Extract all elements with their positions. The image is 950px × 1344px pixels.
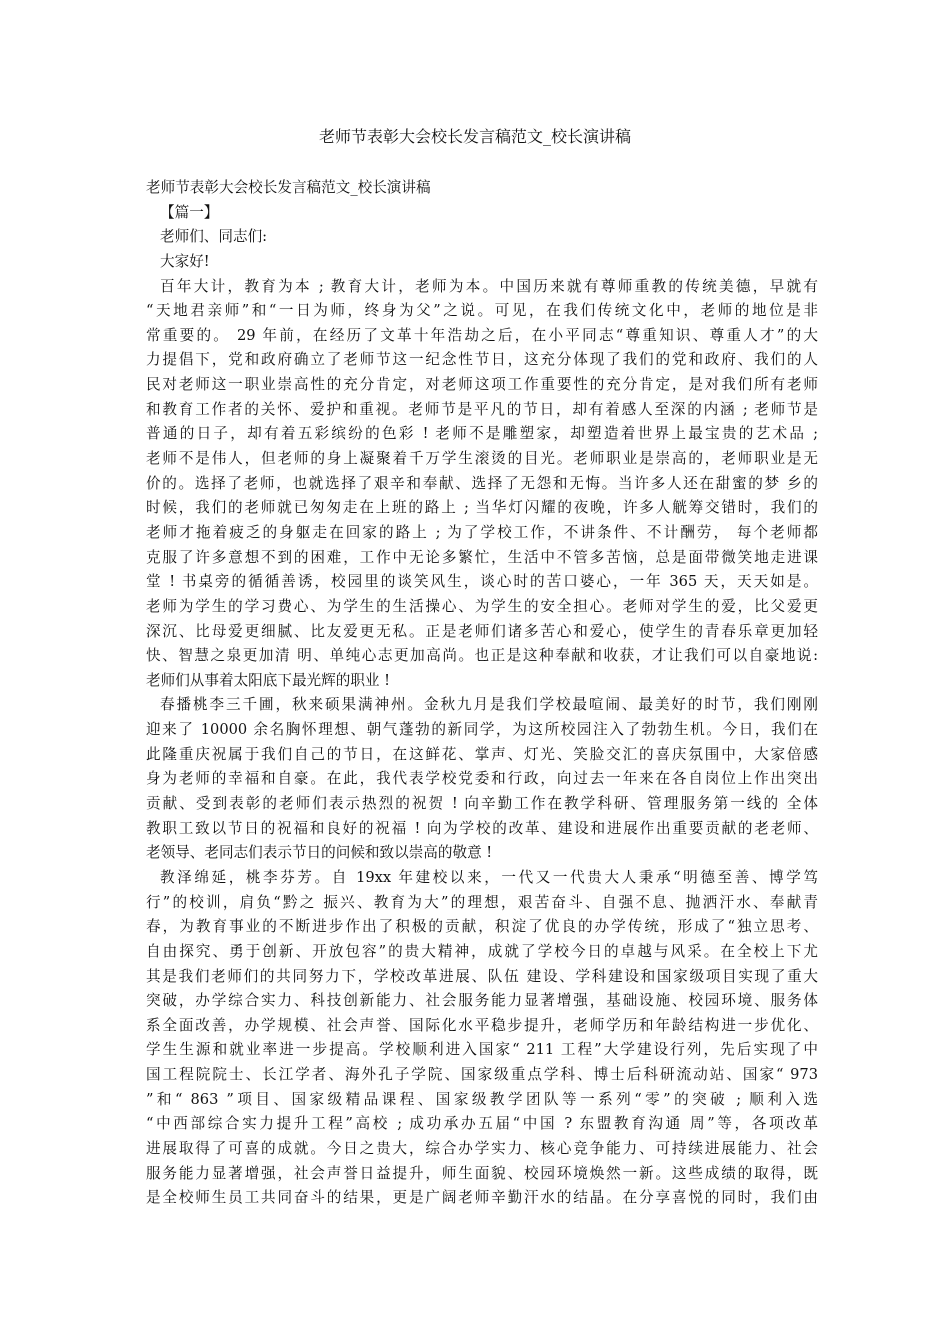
body-line: 【篇一】	[160, 203, 219, 221]
body-line: 深沉、比母爱更细腻、比友爱更无私。正是老师们诸多苦心和爱心，使学生的青春乐章更加轻	[146, 622, 818, 640]
body-line: “天地君亲师”和“一日为师，终身为父”之说。可见，在我们传统文化中，老师的地位是非	[146, 302, 818, 320]
body-line: 是全校师生员工共同奋斗的结果，更是广阔老师辛勤汗水的结晶。在分享喜悦的同时，我们由	[146, 1189, 818, 1207]
body-line: 行”的校训，肩负“黔之 振兴、教育为大”的理想，艰苦奋斗、自强不息、抛洒汗水、奉献青	[146, 893, 818, 911]
body-line: 教职工致以节日的祝福和良好的祝福 ! 向为学校的改革、建设和进展作出重要贡献的老老师、	[146, 819, 818, 837]
body-line: ”和“ 863 ”项目、国家级精品课程、国家级教学团队等一系列“零”的突破 ; 顺利入选	[146, 1090, 818, 1108]
body-line: 普通的日子，却有着五彩缤纷的色彩 ! 老师不是雕塑家，却塑造着世界上最宝贵的艺术品 ;	[146, 425, 818, 443]
body-line: 力提倡下，党和政府确立了老师节这一纪念性节日，这充分体现了我们的党和政府、我们的人	[146, 351, 818, 369]
body-line: 自由探究、勇于创新、开放包容”的贵大精神，成就了学校今日的卓越与风采。在全校上下尤	[146, 942, 818, 960]
document-title: 老师节表彰大会校长发言稿范文_校长演讲稿	[318, 127, 631, 146]
body-line: 学生生源和就业率进一步提高。学校顺利进入国家“ 211 工程”大学建设行列，先后实现了中	[146, 1041, 818, 1059]
body-line: 克服了许多意想不到的困难，工作中无论多繁忙，生活中不管多苦恼，总是面带微笑地走进课	[146, 548, 818, 566]
body-line: 系全面改善，办学规模、社会声誉、国际化水平稳步提升，老师学历和年龄结构进一步优化、	[146, 1016, 818, 1034]
body-line: 时候，我们的老师就已匆匆走在上班的路上 ; 当华灯闪耀的夜晚，许多人觥筹交错时，我们的	[146, 499, 818, 517]
body-line: 老师不是伟人，但老师的身上凝聚着千万学生滚烫的目光。老师职业是崇高的，老师职业是无	[146, 450, 818, 468]
body-line: 春，为教育事业的不断进步作出了积极的贡献，积淀了优良的办学传统，形成了“独立思考、	[146, 918, 818, 936]
body-line: “中西部综合实力提升工程”高校 ; 成功承办五届“中国 ? 东盟教育沟通 周”等，各项改革	[146, 1115, 818, 1133]
body-line: 老师为学生的学习费心、为学生的生活操心、为学生的安全担心。老师对学生的爱，比父爱更	[146, 597, 818, 615]
body-line: 堂 ! 书桌旁的循循善诱，校园里的谈笑风生，谈心时的苦口婆心，一年 365 天，天天如是。	[146, 573, 818, 591]
body-line: 其是我们老师们的共同努力下，学校改革进展、队伍 建设、学科建设和国家级项目实现了重大	[146, 967, 818, 985]
body-line: 老师们、同志们:	[160, 228, 268, 246]
body-line: 教泽绵延，桃李芬芳。自 19xx 年建校以来，一代又一代贵大人秉承“明德至善、博学笃	[160, 868, 818, 886]
body-line: 价的。选择了老师，也就选择了艰辛和奉献、选择了无怨和无悔。当许多人还在甜蜜的梦 乡的	[146, 474, 818, 492]
body-line: 贡献、受到表彰的老师们表示热烈的祝贺 ! 向辛勤工作在教学科研、管理服务第一线的 全体	[146, 795, 818, 813]
body-line: 快、智慧之泉更加清 明、单纯心志更加高尚。也正是这种奉献和收获，才让我们可以自豪地说:	[146, 647, 818, 665]
body-line: 老师才拖着疲乏的身躯走在回家的路上 ; 为了学校工作，不讲条件、不计酬劳， 每个老师都	[146, 523, 818, 541]
body-line: 突破，办学综合实力、科技创新能力、社会服务能力显著增强，基础设施、校园环境、服务体	[146, 992, 818, 1010]
body-line: 身为老师的幸福和自豪。在此，我代表学校党委和行政，向过去一年来在各自岗位上作出突出	[146, 770, 818, 788]
body-line: 春播桃李三千圃，秋来硕果满神州。金秋九月是我们学校最喧闹、最美好的时节，我们刚刚	[160, 696, 818, 714]
body-line: 迎来了 10000 余名胸怀理想、朝气蓬勃的新同学，为这所校园注入了勃勃生机。今日，我们在	[146, 721, 818, 739]
body-line: 老师节表彰大会校长发言稿范文_校长演讲稿	[146, 179, 431, 196]
body-line: 百年大计，教育为本 ; 教育大计，老师为本。中国历来就有尊师重教的传统美德，早就有	[160, 277, 818, 295]
document-body	[146, 176, 818, 1211]
body-line: 常重要的。 29 年前，在经历了文革十年浩劫之后，在小平同志“尊重知识、尊重人才”的大	[146, 326, 818, 344]
body-line: 大家好!	[160, 252, 210, 270]
body-line: 进展取得了可喜的成就。今日之贵大，综合办学实力、核心竞争能力、可持续进展能力、社会	[146, 1139, 818, 1157]
body-line: 老师们从事着太阳底下最光辉的职业 !	[146, 671, 391, 689]
body-line: 和教育工作者的关怀、爱护和重视。老师节是平凡的节日，却有着感人至深的内涵 ; 老师节是	[146, 400, 818, 418]
body-line: 此隆重庆祝属于我们自己的节日，在这鲜花、掌声、灯光、笑脸交汇的喜庆氛围中，大家倍感	[146, 745, 818, 763]
body-line: 老领导、老同志们表示节日的问候和致以崇高的敬意 !	[146, 844, 493, 862]
body-line: 服务能力显著增强，社会声誉日益提升，师生面貌、校园环境焕然一新。这些成绩的取得，既	[146, 1164, 818, 1182]
body-line: 民对老师这一职业崇高性的充分肯定，对老师这项工作重要性的充分肯定，是对我们所有老师	[146, 376, 818, 394]
body-line: 国工程院院士、长江学者、海外孔子学院、国家级重点学科、博士后科研流动站、国家“ 973	[146, 1066, 818, 1084]
